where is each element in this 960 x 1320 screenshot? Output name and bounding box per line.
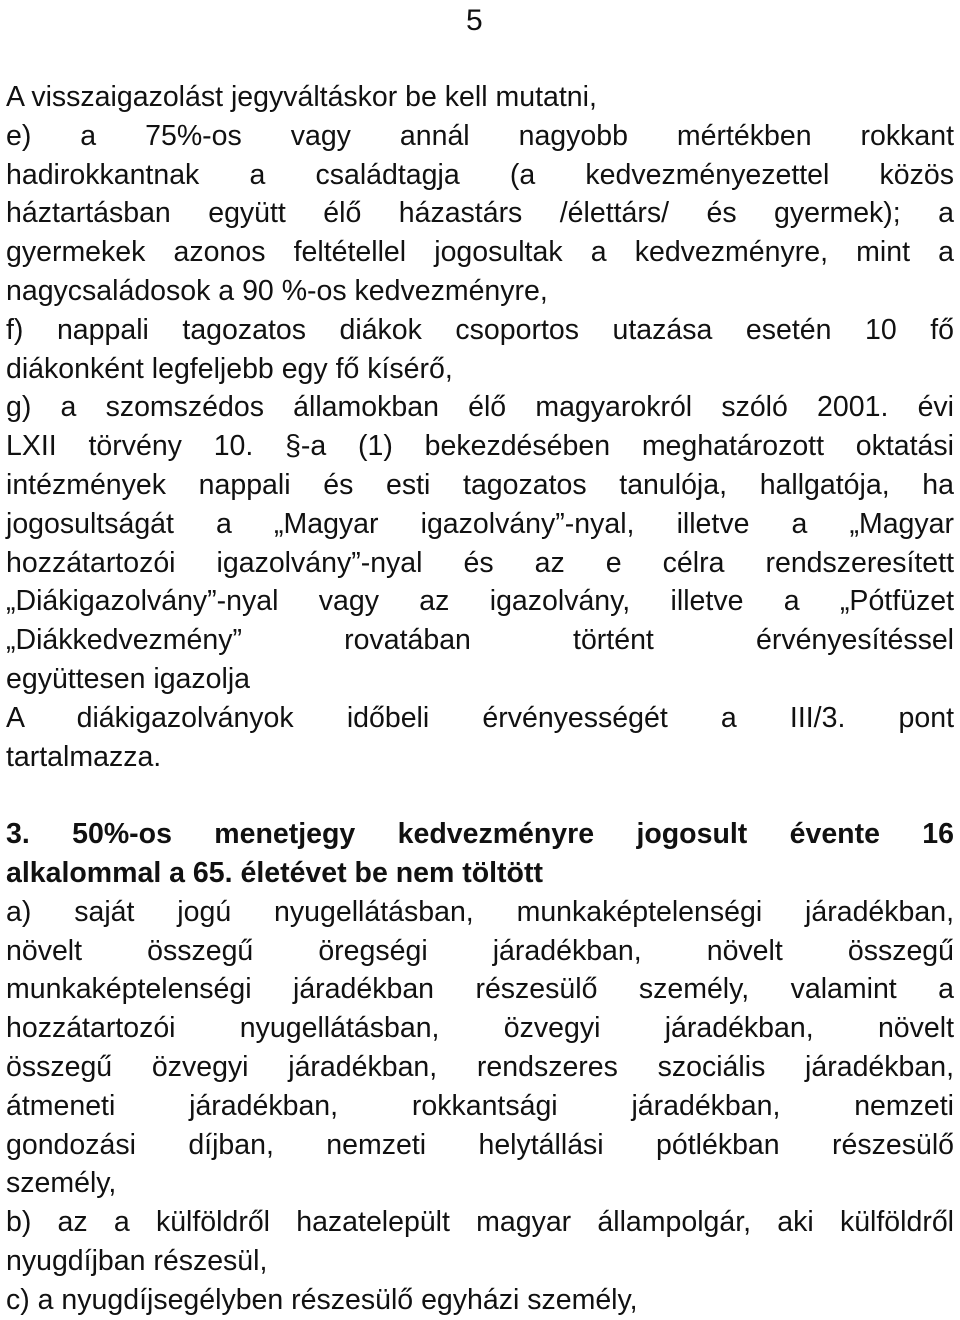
text-line: gondozási díjban, nemzeti helytállási pótlékban részesülő	[6, 1128, 954, 1161]
text-line: g) a szomszédos államokban élő magyarokról szóló 2001. évi	[6, 391, 954, 424]
text-line: a) saját jogú nyugellátásban, munkaképtelenségi járadékban,	[6, 895, 954, 928]
text-line: háztartásban együtt élő házastárs /élettárs/ és gyermek); a	[6, 197, 954, 230]
text-line: összegű özvegyi járadékban, rendszeres szociális járadékban,	[6, 1050, 954, 1083]
text-line: A diákigazolványok időbeli érvényességét a III/3. pont	[6, 701, 954, 734]
text-line: átmeneti járadékban, rokkantsági járadékban, nemzeti	[6, 1089, 954, 1122]
text-line: 3. 50%-os menetjegy kedvezményre jogosult évente 16	[6, 818, 954, 851]
text-line: f) nappali tagozatos diákok csoportos utazása esetén 10 fő	[6, 313, 954, 346]
text-line: növelt összegű öregségi járadékban, növelt összegű	[6, 934, 954, 967]
text-line: személy,	[6, 1167, 117, 1200]
text-line: nyugdíjban részesül,	[6, 1244, 268, 1277]
text-line: hadirokkantnak a családtagja (a kedvezményezettel közös	[6, 158, 954, 191]
text-line: jogosultságát a „Magyar igazolvány”-nyal, illetve a „Magyar	[6, 507, 954, 540]
text-line: diákonként legfeljebb egy fő kísérő,	[6, 352, 453, 385]
document-body	[6, 78, 954, 1320]
text-line: LXII törvény 10. §-a (1) bekezdésében meghatározott oktatási	[6, 430, 954, 463]
text-line: hozzátartozói nyugellátásban, özvegyi járadékban, növelt	[6, 1012, 954, 1045]
text-line: hozzátartozói igazolvány”-nyal és az e célra rendszeresített	[6, 546, 954, 579]
text-line: alkalommal a 65. életévet be nem töltött	[6, 856, 543, 889]
text-line: gyermekek azonos feltétellel jogosultak a kedvezményre, mint a	[6, 236, 954, 269]
text-line: intézmények nappali és esti tagozatos tanulója, hallgatója, ha	[6, 468, 954, 501]
text-line: tartalmazza.	[6, 740, 162, 773]
text-line: munkaképtelenségi járadékban részesülő személy, valamint a	[6, 973, 954, 1006]
page-number: 5	[466, 4, 483, 37]
text-line: c) a nyugdíjsegélyben részesülő egyházi személy,	[6, 1283, 638, 1316]
text-line: b) az a külföldről hazatelepült magyar állampolgár, aki külföldről	[6, 1206, 954, 1239]
blank-line	[6, 776, 954, 815]
text-line: együttesen igazolja	[6, 662, 251, 695]
text-line: A visszaigazolást jegyváltáskor be kell mutatni,	[6, 81, 597, 113]
text-line: „Diákigazolvány”-nyal vagy az igazolvány, illetve a „Pótfüzet	[6, 585, 954, 618]
text-line: e) a 75%-os vagy annál nagyobb mértékben rokkant	[6, 119, 954, 152]
text-line: „Diákkedvezmény” rovatában történt érvényesítéssel	[6, 624, 954, 657]
text-line: nagycsaládosok a 90 %-os kedvezményre,	[6, 274, 548, 307]
